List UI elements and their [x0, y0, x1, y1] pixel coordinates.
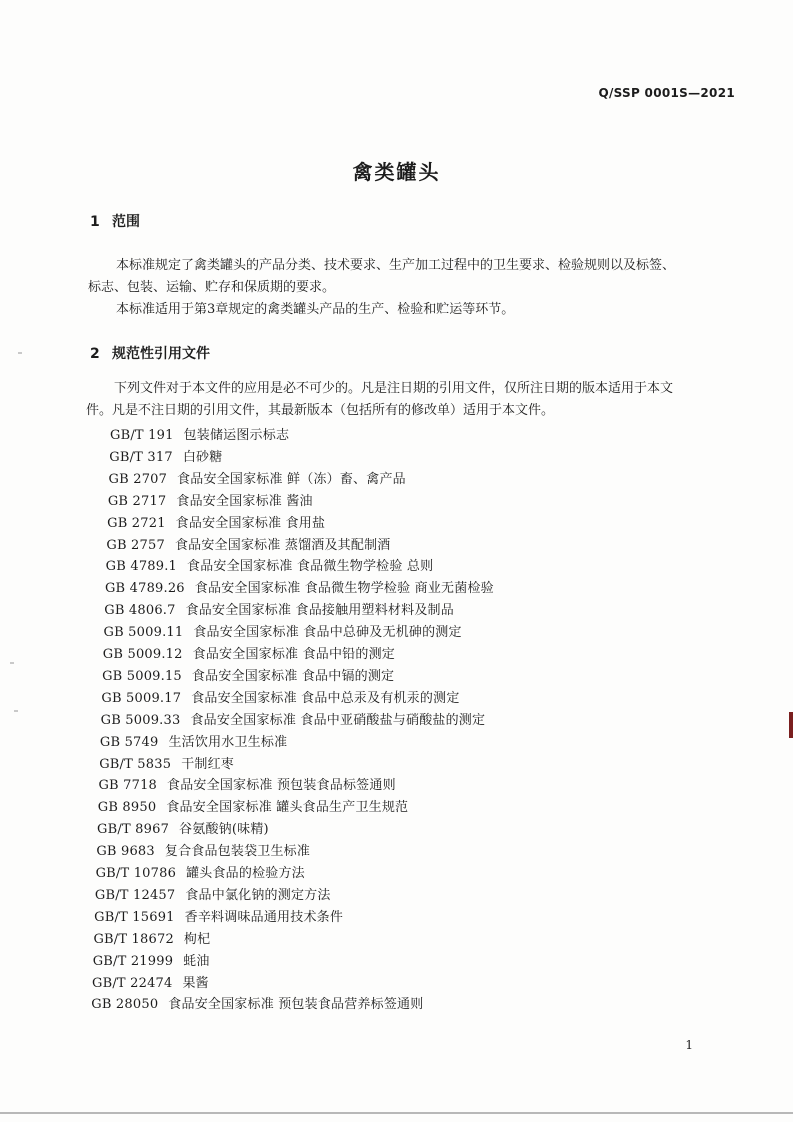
reference-title: 罐头食品的检验方法	[186, 866, 305, 881]
scope-paragraph-line: 标志、包装、运输、贮存和保质期的要求。	[88, 280, 336, 295]
reference-title: 包装储运图示标志	[183, 428, 290, 443]
reference-code: GB 2707	[108, 471, 168, 487]
reference-item	[108, 490, 313, 509]
reference-code: GB 5009.17	[101, 690, 182, 706]
reference-item	[98, 774, 395, 793]
reference-code: GB 5009.15	[102, 668, 182, 684]
reference-item	[109, 468, 406, 487]
reference-code: GB 2721	[107, 515, 166, 531]
reference-code: GB/T 5835	[99, 756, 172, 772]
reference-item	[101, 709, 486, 728]
reference-code: GB/T 15691	[94, 909, 175, 925]
reference-title: 生活饮用水卫生标准	[168, 734, 288, 750]
section-heading-normative	[90, 343, 210, 363]
document-title: 禽类罐头	[352, 160, 441, 184]
reference-title: 食品安全国家标准 食品微生物学检验 商业无菌检验	[194, 581, 494, 597]
reference-item	[98, 796, 409, 815]
scan-dot	[18, 352, 22, 354]
reference-title: 食品安全国家标准 预包装食品营养标签通则	[168, 997, 424, 1013]
reference-item	[96, 862, 305, 881]
reference-code: GB 28050	[91, 997, 159, 1013]
reference-code: GB 4806.7	[104, 603, 176, 619]
reference-title: 食品安全国家标准 食品中铅的测定	[192, 647, 395, 662]
scan-dot	[10, 662, 14, 664]
reference-code: GB/T 18672	[93, 931, 174, 947]
reference-title: 复合食品包装袋卫生标准	[164, 844, 311, 860]
reference-code: GB/T 191	[110, 428, 174, 443]
reference-item	[95, 884, 331, 903]
reference-item	[104, 621, 462, 640]
reference-title: 食品安全国家标准 鲜（冻）畜、禽产品	[177, 471, 406, 487]
reference-title: 果酱	[182, 975, 209, 991]
reference-title: 干制红枣	[181, 756, 235, 772]
reference-item	[96, 840, 310, 859]
reference-code: GB 2757	[106, 537, 165, 553]
reference-item	[93, 950, 210, 969]
reference-item	[104, 599, 454, 618]
reference-title: 食品安全国家标准 食品中亚硝酸盐与硝酸盐的测定	[190, 712, 486, 728]
reference-item	[106, 555, 434, 574]
reference-item	[106, 534, 390, 553]
reference-code: GB/T 8967	[97, 822, 170, 838]
reference-code: GB/T 12457	[94, 887, 176, 903]
reference-title: 食品安全国家标准 食品中总砷及无机砷的测定	[193, 625, 462, 641]
normative-intro-line: 件。凡是不注日期的引用文件，其最新版本（包括所有的修改单）适用于本文件。	[86, 403, 555, 418]
reference-title: 食品安全国家标准 蒸馏酒及其配制酒	[174, 537, 391, 553]
reference-item	[110, 424, 289, 443]
scope-paragraph-line: 本标准规定了禽类罐头的产品分类、技术要求、生产加工过程中的卫生要求、检验规则以及标签、	[116, 258, 676, 273]
reference-title: 食品安全国家标准 食品中总汞及有机汞的测定	[191, 690, 460, 706]
normative-intro-line: 下列文件对于本文件的应用是必不可少的。凡是注日期的引用文件，仅所注日期的版本适用于本文	[114, 381, 674, 396]
reference-code: GB 5009.12	[102, 647, 183, 662]
reference-item	[94, 906, 343, 925]
reference-title: 食品安全国家标准 罐头食品生产卫生规范	[166, 800, 409, 816]
reference-title: 食品安全国家标准 预包装食品标签通则	[167, 778, 396, 794]
reference-item	[97, 818, 269, 837]
reference-code: GB 2717	[107, 493, 167, 509]
reference-item	[105, 577, 494, 596]
scan-bottom-edge	[0, 1112, 793, 1114]
reference-code: GB/T 21999	[92, 953, 174, 969]
reference-code: GB 4789.26	[104, 581, 185, 597]
reference-title: 香辛料调味品通用技术条件	[184, 909, 344, 925]
reference-title: 食品安全国家标准 食用盐	[175, 515, 326, 531]
reference-title: 食品安全国家标准 食品中镉的测定	[191, 668, 395, 684]
reference-code: GB 9683	[96, 844, 155, 860]
reference-code: GB 4789.1	[105, 559, 178, 575]
reference-title: 食品安全国家标准 食品接触用塑料材料及制品	[185, 603, 454, 619]
reference-title: 食品安全国家标准 食品微生物学检验 总则	[187, 559, 434, 575]
reference-item	[107, 512, 325, 531]
reference-title: 白砂糖	[182, 449, 223, 465]
section-heading-scope	[90, 211, 140, 231]
reference-item	[92, 972, 209, 991]
reference-title: 枸杞	[183, 931, 211, 947]
reference-item	[109, 446, 222, 465]
reference-code: GB 5009.11	[103, 625, 184, 641]
document-code: Q/SSP 0001S—2021	[598, 86, 735, 100]
reference-item	[101, 687, 459, 706]
reference-title: 谷氨酸钠(味精)	[179, 822, 269, 838]
scan-dot	[14, 710, 18, 712]
reference-item	[91, 993, 423, 1012]
reference-title: 食品中氯化钠的测定方法	[185, 887, 331, 903]
reference-code: GB/T 317	[109, 449, 173, 465]
section-title: 规范性引用文件	[112, 346, 210, 362]
reference-title: 食品安全国家标准 酱油	[176, 493, 313, 509]
page-number: 1	[685, 1038, 693, 1052]
scope-paragraph-2: 本标准适用于第3章规定的禽类罐头产品的生产、检验和贮运等环节。	[116, 302, 515, 317]
reference-title: 蚝油	[183, 953, 210, 969]
reference-code: GB/T 22474	[92, 975, 173, 991]
section-number: 1	[90, 214, 100, 230]
reference-item	[100, 731, 287, 750]
section-title: 范围	[112, 214, 140, 230]
reference-code: GB 5009.33	[100, 712, 181, 728]
reference-item	[93, 928, 210, 947]
reference-code: GB/T 10786	[95, 866, 177, 881]
reference-code: GB 8950	[97, 800, 157, 816]
edge-mark	[789, 712, 793, 738]
section-number: 2	[90, 346, 100, 362]
reference-item	[103, 643, 395, 662]
reference-code: GB 7718	[98, 778, 158, 794]
reference-item	[102, 665, 394, 684]
reference-item	[99, 753, 234, 772]
reference-code: GB 5749	[99, 734, 159, 750]
